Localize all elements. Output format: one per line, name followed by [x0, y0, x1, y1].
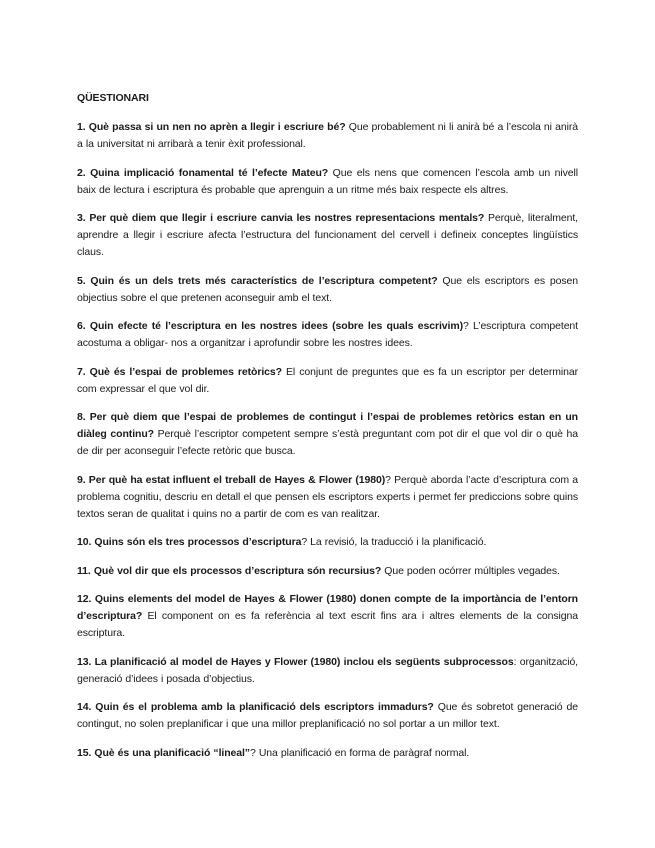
qa-item-2	[77, 165, 578, 199]
page-title: QÜESTIONARI	[77, 92, 149, 104]
answer-text: El component on es fa referència al text escrit fins ara i altres elements de la consigna escriptura.	[77, 610, 578, 639]
answer-text: Que poden ocórrer múltiples vegades.	[381, 564, 560, 577]
answer-text: Que probablement ni li anirà bé a l’escola ni anirà a la universitat ni arribarà a tenir èxit professional.	[77, 121, 578, 150]
qa-item-12	[77, 591, 578, 642]
qa-item-9	[77, 472, 578, 523]
qa-item-15	[77, 745, 578, 762]
answer-text: ? L’escriptura competent acostuma a obligar- nos a organitzar i aprofundir sobre les nostres idees.	[77, 320, 578, 349]
question-text: 13. La planificació al model de Hayes y Flower (1980) inclou els següents subprocessos	[77, 655, 514, 668]
answer-text: : organització, generació d’idees i posada d’objectius.	[77, 655, 578, 685]
answer-text: Perquè l’escriptor competent sempre s’està preguntant com pot dir el que vol dir o què ha de dir per aconseguir l’efecte retòric que busca.	[77, 428, 578, 457]
qa-item-7	[77, 364, 578, 398]
answer-text: El conjunt de preguntes que es fa un escriptor per determinar com expressar el que vol dir.	[77, 365, 578, 395]
qa-item-3	[77, 210, 578, 261]
question-text: 8. Per què diem que l’espai de problemes de contingut i l’espai de problemes retòrics estan en un diàleg continu?	[77, 411, 578, 440]
answer-text: Que és sobretot generació de contingut, no solen preplanificar i que una millor preplanificació no sol portar a un millor text.	[77, 701, 578, 730]
answer-text: ? La revisió, la traducció i la planificació.	[301, 536, 487, 548]
question-text: 9. Per què ha estat influent el treball de Hayes & Flower (1980)	[77, 473, 386, 486]
qa-item-10	[77, 534, 578, 551]
answer-text: Que els escriptors es posen objectius sobre el que pretenen aconseguir amb el text.	[77, 274, 578, 304]
question-text: 12. Quins elements del model de Hayes & Flower (1980) donen compte de la importància de l’entorn d’escriptura?	[77, 593, 578, 622]
question-text: 10. Quins són els tres processos d’escriptura	[77, 536, 302, 548]
qa-item-5	[77, 273, 578, 307]
qa-item-11	[77, 563, 578, 580]
question-text: 7. Què és l’espai de problemes retòrics?	[77, 365, 282, 378]
question-text: 5. Quin és un dels trets més característics de l’escriptura competent?	[77, 274, 438, 287]
question-text: 15. Què és una planificació “lineal”	[77, 746, 250, 759]
question-text: 2. Quina implicació fonamental té l’efecte Mateu?	[77, 166, 329, 179]
question-text: 1. Què passa si un nen no aprèn a llegir i escriure bé?	[77, 121, 346, 133]
answer-text: ? Una planificació en forma de paràgraf normal.	[249, 746, 470, 759]
qa-item-8	[77, 409, 578, 460]
question-text: 11. Què vol dir que els processos d’escriptura són recursius?	[77, 564, 382, 577]
question-text: 3. Per què diem que llegir i escriure canvia les nostres representacions mentals?	[77, 212, 485, 224]
answer-text: Perquè, literalment, aprendre a llegir i escriure afecta l’estructura del funcionament del cervell i defineix conceptes lingüístics claus.	[77, 212, 578, 258]
document-page	[77, 90, 578, 773]
answer-text: ? Perquè aborda l’acte d’escriptura com a problema cognitiu, descriu en detall el que pensen els escriptors experts i permet fer prediccions sobre quins textos seran de qualitat i quins no a partir de com es van realitzar.	[77, 473, 579, 520]
qa-item-14	[77, 699, 578, 733]
qa-item-6	[77, 318, 578, 352]
question-text: 14. Quin és el problema amb la planificació dels escriptors immadurs?	[77, 701, 434, 713]
qa-item-1	[77, 119, 578, 153]
qa-item-13	[77, 654, 578, 688]
answer-text: Que els nens que comencen l’escola amb un nivell baix de lectura i escriptura és probable que aprenguin a un ritme més baix respecte els altres.	[77, 166, 579, 196]
question-text: 6. Quin efecte té l’escriptura en les nostres idees (sobre les quals escrivim)	[77, 320, 463, 332]
